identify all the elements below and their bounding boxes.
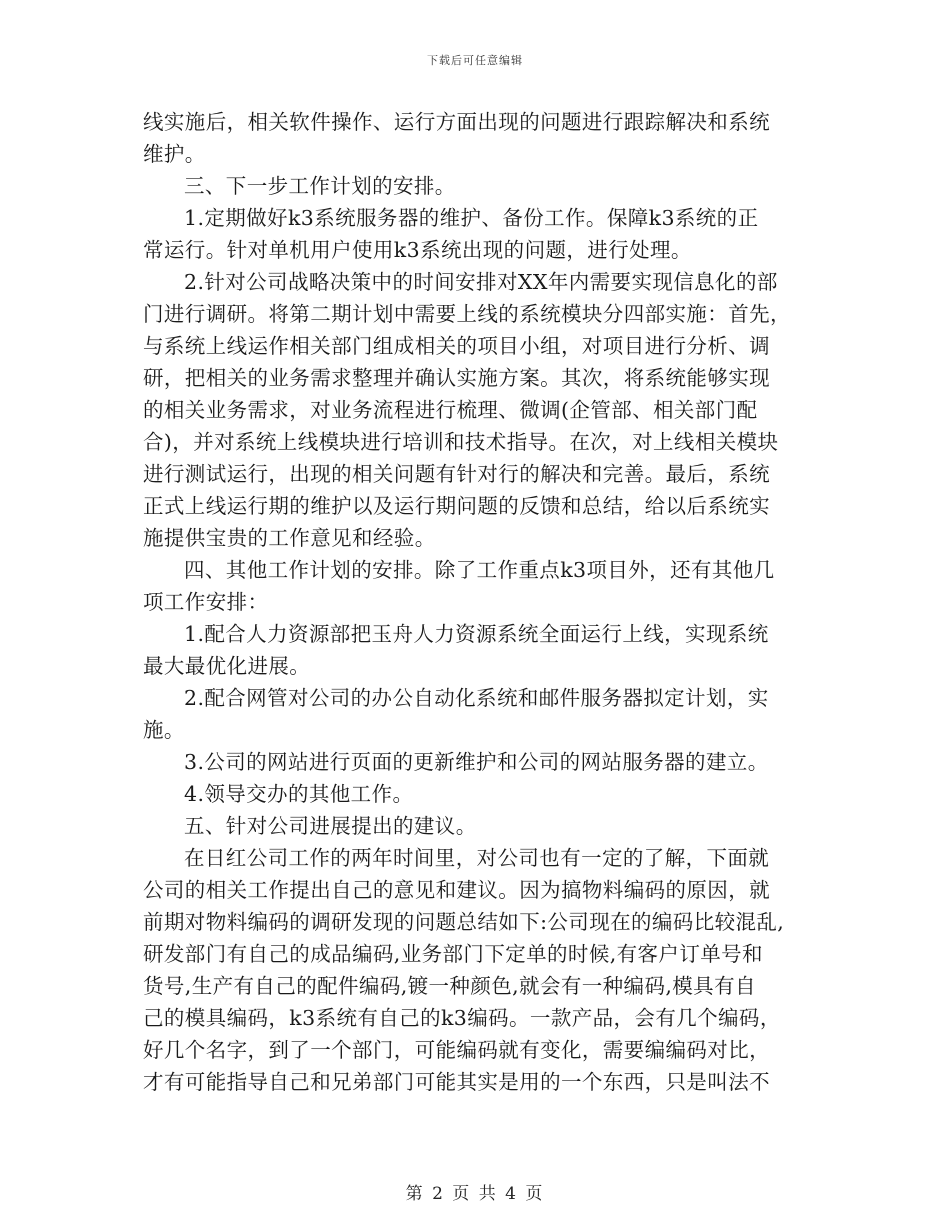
- page-footer: 第 2 页 共 4 页: [405, 1184, 545, 1204]
- text-line: 四、其他工作计划的安排。除了工作重点k3项目外，还有其他几: [184, 558, 775, 582]
- text-line: 与系统上线运作相关部门组成相关的项目小组，对项目进行分析、调: [143, 334, 770, 358]
- text-line: 公司的相关工作提出自己的意见和建议。因为搞物料编码的原因，就: [143, 878, 770, 902]
- text-line: 门进行调研。将第二期计划中需要上线的系统模块分四部实施：首先，: [143, 302, 791, 326]
- text-line: 的相关业务需求，对业务流程进行梳理、微调(企管部、相关部门配: [143, 398, 758, 422]
- text-line: 线实施后，相关软件操作、运行方面出现的问题进行跟踪解决和系统: [143, 110, 770, 134]
- text-line: 才有可能指导自己和兄弟部门可能其实是用的一个东西，只是叫法不: [143, 1070, 770, 1094]
- text-line: 维护。: [143, 142, 206, 166]
- text-line: 4.领导交办的其他工作。: [184, 782, 414, 806]
- text-line: 正式上线运行期的维护以及运行期问题的反馈和总结，给以后系统实: [143, 494, 770, 518]
- text-line: 1.定期做好k3系统服务器的维护、备份工作。保障k3系统的正: [184, 206, 759, 230]
- text-line: 项工作安排：: [143, 590, 269, 614]
- text-line: 施提供宝贵的工作意见和经验。: [143, 526, 436, 550]
- text-line: 在日红公司工作的两年时间里，对公司也有一定的了解，下面就: [184, 846, 770, 870]
- text-line: 五、针对公司进展提出的建议。: [184, 814, 477, 838]
- text-line: 好几个名字，到了一个部门，可能编码就有变化，需要编编码对比，: [143, 1038, 770, 1062]
- text-line: 己的模具编码，k3系统有自己的k3编码。一款产品，会有几个编码，: [143, 1006, 781, 1030]
- text-line: 前期对物料编码的调研发现的问题总结如下:公司现在的编码比较混乱,: [143, 910, 785, 934]
- document-body: [143, 106, 803, 1098]
- text-line: 2.配合网管对公司的办公自动化系统和邮件服务器拟定计划，实: [184, 686, 769, 710]
- text-line: 研，把相关的业务需求整理并确认实施方案。其次，将系统能够实现: [143, 366, 770, 390]
- text-line: 施。: [143, 718, 185, 742]
- page-header: 下载后可任意编辑: [427, 54, 523, 67]
- text-line: 货号,生产有自己的配件编码,镀一种颜色,就会有一种编码,模具有自: [143, 974, 756, 998]
- text-line: 进行测试运行，出现的相关问题有针对行的解决和完善。最后，系统: [143, 462, 770, 486]
- text-line: 2.针对公司战略决策中的时间安排对XX年内需要实现信息化的部: [184, 270, 778, 294]
- text-line: 3.公司的网站进行页面的更新维护和公司的网站服务器的建立。: [184, 750, 769, 774]
- text-line: 合)，并对系统上线模块进行培训和技术指导。在次，对上线相关模块: [143, 430, 779, 454]
- text-line: 研发部门有自己的成品编码,业务部门下定单的时候,有客户订单号和: [143, 942, 763, 966]
- text-line: 1.配合人力资源部把玉舟人力资源系统全面运行上线，实现系统: [184, 622, 769, 646]
- text-line: 常运行。针对单机用户使用k3系统出现的问题，进行处理。: [143, 238, 692, 262]
- text-line: 三、下一步工作计划的安排。: [184, 174, 456, 198]
- text-line: 最大最优化进展。: [143, 654, 311, 678]
